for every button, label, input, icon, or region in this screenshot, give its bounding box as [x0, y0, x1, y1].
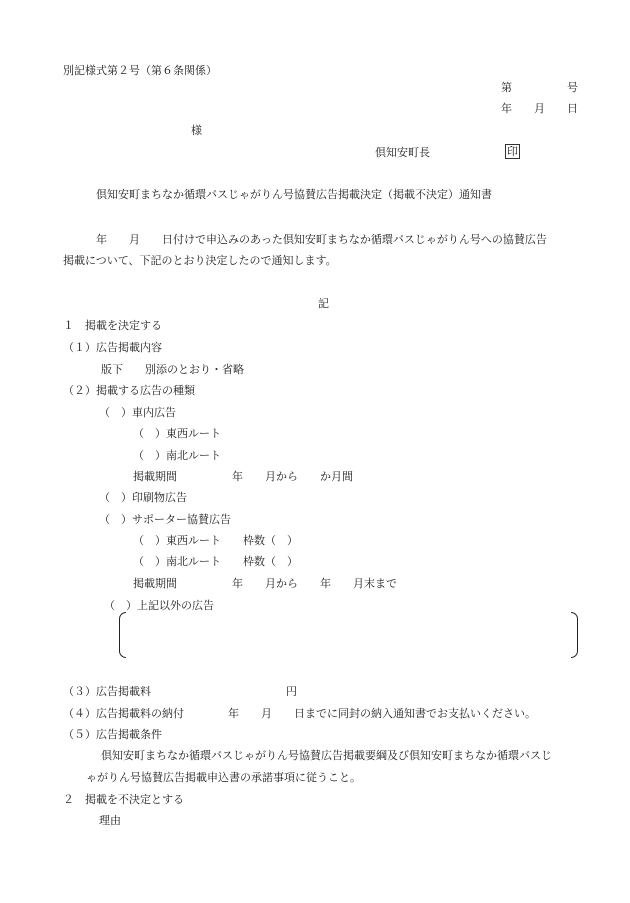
car-ad-option: （ ）車内広告	[99, 406, 176, 419]
item2-heading: （２）掲載する広告の種類	[63, 384, 195, 397]
ki-heading: 記	[318, 297, 329, 310]
other-ad-bracket-right	[571, 612, 578, 658]
car-ad-period: 掲載期間 年 月から か月間	[133, 470, 353, 483]
item3-heading: （３）広告掲載料	[63, 685, 151, 698]
sup-ad-period: 掲載期間 年 月から 年 月末まで	[133, 577, 397, 590]
form-label: 別記様式第２号（第６条関係）	[63, 64, 217, 77]
seal-stamp: 印	[507, 145, 518, 158]
item1-content: 版下 別添のとおり・省略	[101, 363, 244, 376]
document-number: 第 号	[501, 81, 578, 94]
sup-north-south-option: （ ）南北ルート 枠数（ ）	[133, 555, 298, 568]
reason-label: 理由	[99, 814, 121, 827]
other-ad-option: （ ）上記以外の広告	[104, 599, 214, 612]
document-title: 倶知安町まちなか循環バスじゃがりん号協賛広告掲載決定（掲載不決定）通知書	[96, 188, 492, 201]
intro-line-1: 年 月 日付けで申込みのあった倶知安町まちなか循環バスじゃがりん号への協賛広告	[96, 233, 547, 246]
issuer-name: 倶知安町長	[375, 146, 430, 159]
fee-unit: 円	[286, 685, 297, 698]
section2-heading: ２ 掲載を不決定とする	[63, 793, 184, 806]
other-ad-bracket-left	[119, 612, 126, 658]
item5-line-2: ゃがりん号協賛広告掲載申込書の承諾事項に従うこと。	[86, 771, 361, 784]
print-ad-option: （ ）印刷物広告	[99, 491, 187, 504]
supporter-ad-option: （ ）サポーター協賛広告	[99, 513, 231, 526]
car-east-west-option: （ ）東西ルート	[133, 427, 221, 440]
document-date: 年 月 日	[501, 102, 578, 115]
item4-payment: （４）広告掲載料の納付 年 月 日までに同封の納入通知書でお支払いください。	[63, 707, 536, 720]
section1-heading: １ 掲載を決定する	[63, 319, 162, 332]
item5-line-1: 倶知安町まちなか循環バスじゃがりん号協賛広告掲載要綱及び倶知安町まちなか循環バスじ	[101, 749, 552, 762]
car-north-south-option: （ ）南北ルート	[133, 449, 221, 462]
item1-heading: （１）広告掲載内容	[63, 341, 162, 354]
item5-heading: （５）広告掲載条件	[63, 728, 162, 741]
addressee-suffix: 様	[191, 124, 202, 137]
intro-line-2: 掲載について、下記のとおり決定したので通知します。	[63, 254, 337, 267]
sup-east-west-option: （ ）東西ルート 枠数（ ）	[133, 534, 298, 547]
